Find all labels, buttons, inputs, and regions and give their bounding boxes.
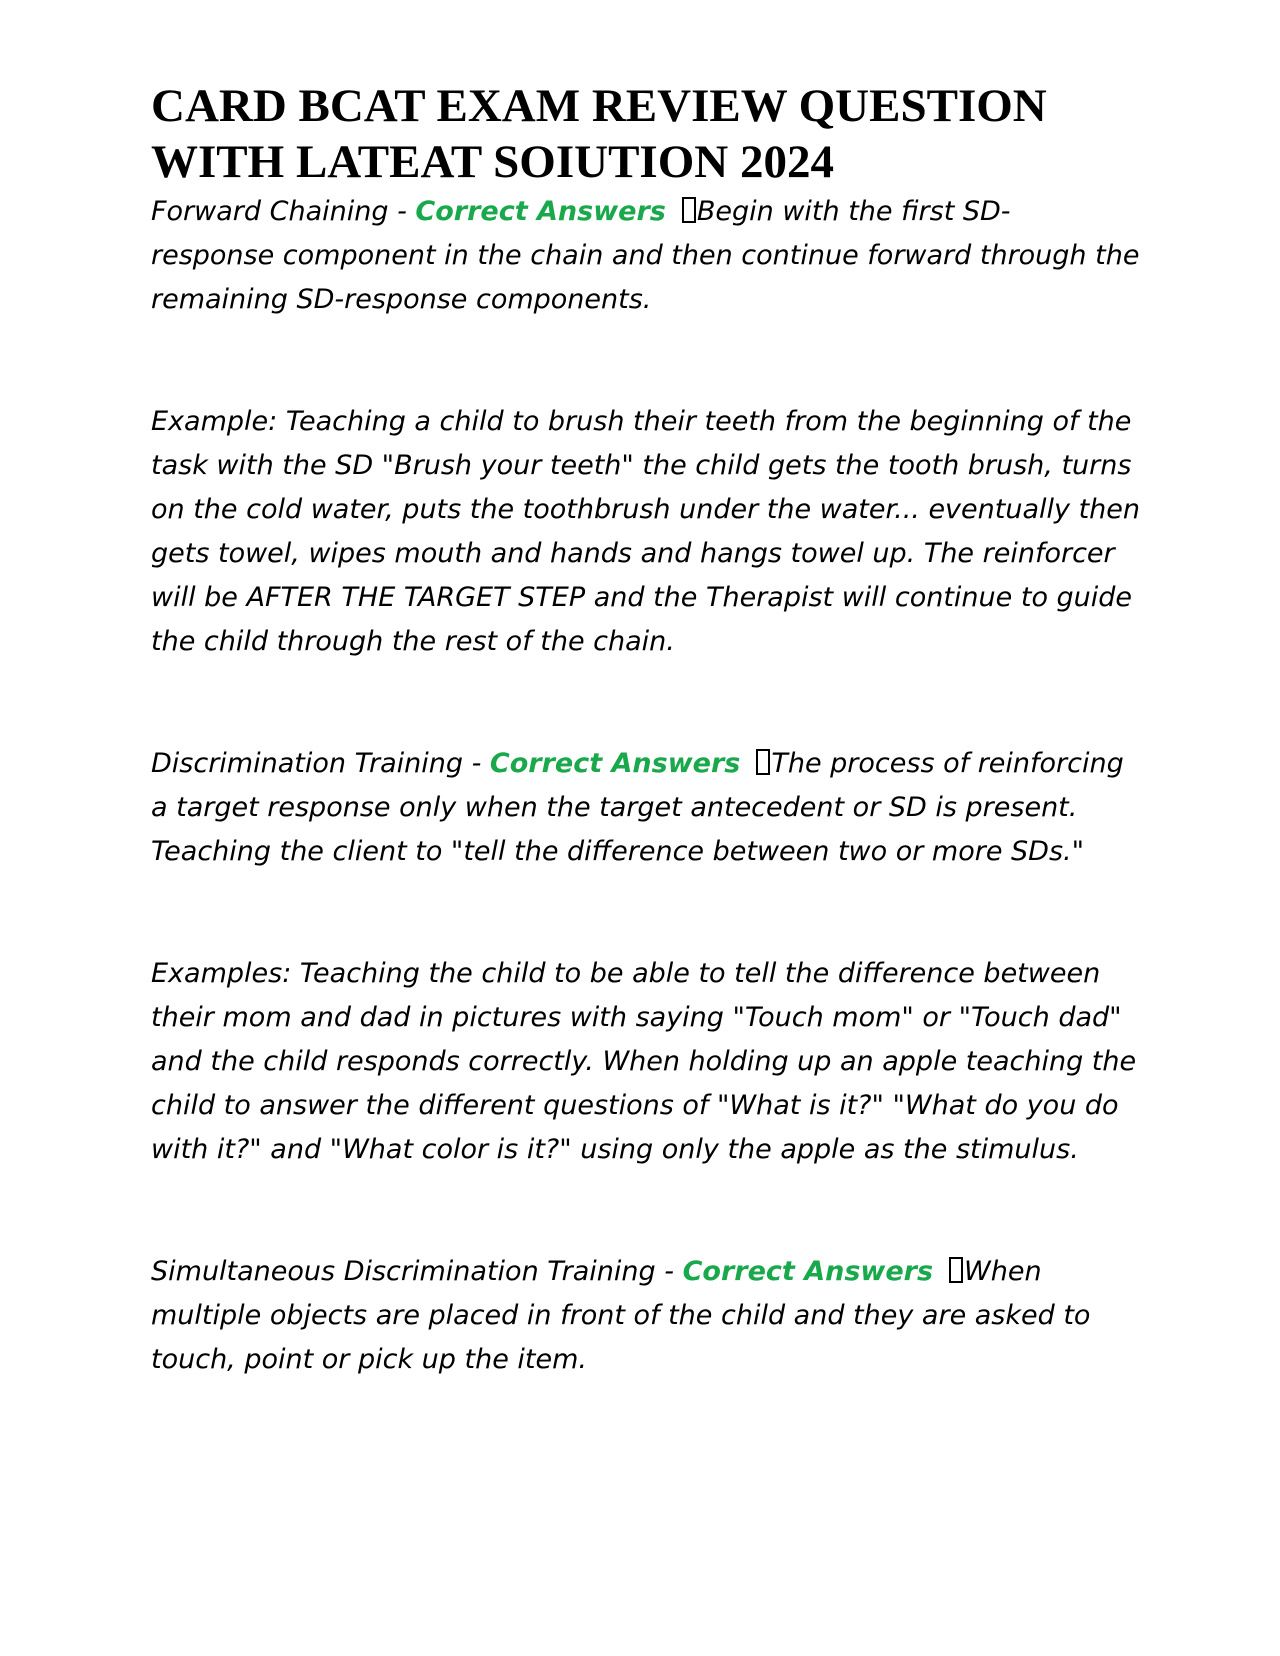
entry-term: Simultaneous Discrimination Training — [151, 1256, 656, 1287]
entry-answer: The process of reinforcing a target response only when the target antecedent or SD is present. Teaching the client to "tell the difference between two or more SDs." — [151, 748, 1124, 867]
document-title: CARD BCAT EXAM REVIEW QUESTION WITH LATEAT SOIUTION 2024 — [151, 80, 1047, 188]
entry-forward-chaining — [151, 190, 1141, 322]
entry-discrimination-training — [151, 742, 1141, 874]
document-content — [151, 78, 1141, 1382]
entry-answer: When multiple objects are placed in front of the child and they are asked to touch, point or pick up the item. — [151, 1256, 1091, 1375]
correct-answers-label: Correct Answers — [415, 196, 666, 227]
entry-discrimination-training-example: Examples: Teaching the child to be able to tell the difference between their mom and dad in pictures with saying "Touch mom" or "Touch dad" and the child responds correctly. When holding up an apple teaching the child to answer the different questions of "What is it?" "What do you do with it?" and "What color is it?" using only the apple as the stimulus. — [151, 958, 1137, 1165]
entry-simultaneous-discrimination-training — [151, 1250, 1141, 1382]
entry-separator: - — [462, 748, 490, 779]
missing-glyph-icon — [949, 1257, 963, 1283]
entry-separator: - — [655, 1256, 683, 1287]
correct-answers-label: Correct Answers — [682, 1256, 934, 1287]
entry-term: Discrimination Training — [151, 748, 463, 779]
entry-answer: Begin with the first SD- response component in the chain and then continue forward through the remaining SD-response components. — [151, 196, 1140, 315]
entry-separator: - — [388, 196, 416, 227]
entry-forward-chaining-example: Example: Teaching a child to brush their teeth from the beginning of the task with the SD "Brush your teeth" the child gets the tooth brush, turns on the cold water, puts the toothbrush under the water... eventually then gets towel, wipes mouth and hands and hangs towel up. The reinforcer will be AFTER THE TARGET STEP and the Therapist will continue to guide the child through the rest of the chain. — [151, 406, 1140, 657]
correct-answers-label: Correct Answers — [489, 748, 741, 779]
missing-glyph-icon — [756, 749, 770, 775]
missing-glyph-icon — [682, 197, 696, 223]
entry-term: Forward Chaining — [151, 196, 389, 227]
